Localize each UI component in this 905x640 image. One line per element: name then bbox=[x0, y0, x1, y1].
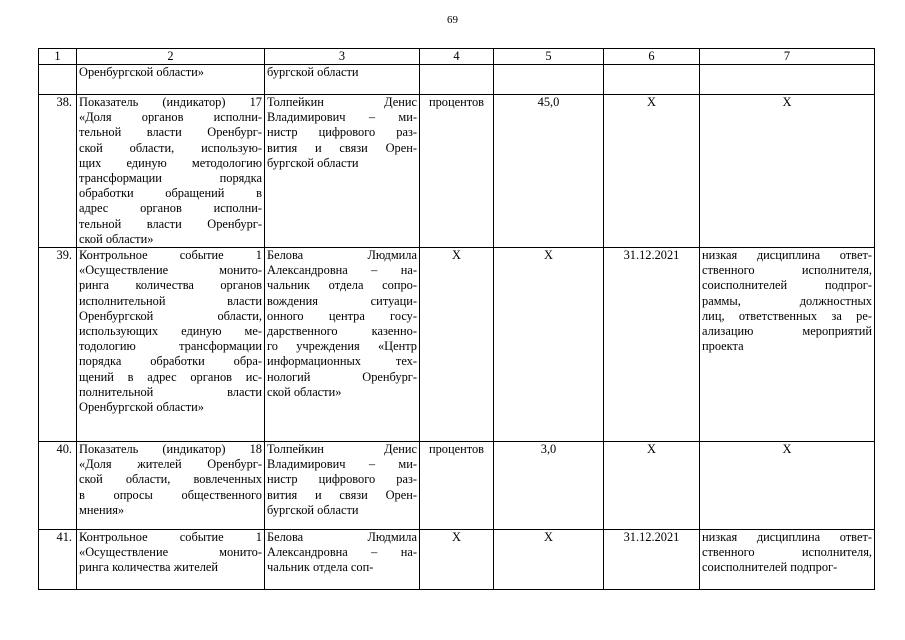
cell-text-line: проекта bbox=[702, 339, 744, 354]
cell-text-line: Оренбургской области» bbox=[79, 65, 205, 79]
cell-text-line: Оренбургской области» bbox=[79, 400, 205, 415]
cell-text-line: Толпейкин Денис bbox=[267, 95, 417, 109]
cell-text-line: ской области» bbox=[267, 384, 342, 399]
date-cell: 31.12.2021 bbox=[604, 248, 700, 442]
cell-text-line: Контрольное событие 1 bbox=[79, 248, 262, 263]
risk-cell: X bbox=[700, 95, 875, 248]
cell-text-line: дарственного казенно- bbox=[267, 324, 417, 339]
cell-text-line: информационных тех- bbox=[267, 354, 417, 369]
cell-text-line: лиц, ответственных за ре- bbox=[702, 308, 872, 323]
cell-text-line: использующих единую ме- bbox=[79, 324, 262, 339]
cell-text-line: вития и связи Орен- bbox=[267, 487, 417, 502]
cell-text-line: полнительной власти bbox=[79, 384, 262, 399]
cell-text-line: трансформации порядка bbox=[79, 171, 262, 186]
cell-text-line: Белова Людмила bbox=[267, 248, 417, 263]
cell-text-line: низкая дисциплина ответ- bbox=[702, 530, 872, 545]
cell-text-line: раммы, должностных bbox=[702, 293, 872, 308]
value-cell: 45,0 bbox=[494, 95, 604, 248]
cell-text-line: Оренбургской области, bbox=[79, 308, 262, 323]
cell-text-line: щений в адрес органов ис- bbox=[79, 369, 262, 384]
cell-text-line: Владимирович – ми- bbox=[267, 110, 417, 125]
row-number-cell: 40. bbox=[39, 442, 77, 530]
cell-text-line: исполнительной власти bbox=[79, 293, 262, 308]
responsible-cell bbox=[265, 65, 420, 95]
cell-text-line: вождения ситуаци- bbox=[267, 293, 417, 308]
date-cell: 31.12.2021 bbox=[604, 530, 700, 590]
unit-cell bbox=[420, 65, 494, 95]
header-cell: 6 bbox=[604, 49, 700, 65]
cell-text-line: бургской области bbox=[267, 155, 359, 170]
date-cell: X bbox=[604, 442, 700, 530]
cell-text-line: ской области, вовлеченных bbox=[79, 472, 262, 487]
header-cell: 3 bbox=[265, 49, 420, 65]
header-cell: 4 bbox=[420, 49, 494, 65]
date-cell: X bbox=[604, 95, 700, 248]
cell-text-line: вития и связи Орен- bbox=[267, 140, 417, 155]
cell-text-line: соисполнителей подпрог- bbox=[702, 278, 872, 293]
row-number-cell: 41. bbox=[39, 530, 77, 590]
cell-text-line: низкая дисциплина ответ- bbox=[702, 248, 872, 263]
table-row bbox=[39, 442, 875, 530]
row-number-cell bbox=[39, 65, 77, 95]
cell-text-line: ственного исполнителя, bbox=[702, 263, 872, 278]
cell-text-line: в опросы общественного bbox=[79, 487, 262, 502]
cell-text-line: тельной власти Оренбург- bbox=[79, 125, 262, 140]
cell-text-line: ринга количества органов bbox=[79, 278, 262, 293]
cell-text-line: бургской области bbox=[267, 65, 359, 79]
cell-text-line: ской области» bbox=[79, 231, 154, 246]
cell-text-line: мнения» bbox=[79, 502, 125, 517]
cell-text-line: «Осуществление монито- bbox=[79, 545, 262, 560]
cell-text-line: Показатель (индикатор) 18 bbox=[79, 442, 262, 457]
responsible-cell bbox=[265, 248, 420, 442]
cell-text-line: обработки обращений в bbox=[79, 186, 262, 201]
cell-text-line: ринга количества жителей bbox=[79, 560, 219, 575]
cell-text-line: «Осуществление монито- bbox=[79, 263, 262, 278]
indicator-cell bbox=[77, 530, 265, 590]
cell-text-line: Толпейкин Денис bbox=[267, 442, 417, 457]
cell-text-line: чальник отдела сопро- bbox=[267, 278, 417, 293]
cell-text-line: тодологию трансформации bbox=[79, 339, 262, 354]
unit-cell: X bbox=[420, 248, 494, 442]
header-cell: 5 bbox=[494, 49, 604, 65]
header-row bbox=[39, 49, 875, 65]
cell-text-line: щих единую методологию bbox=[79, 155, 262, 170]
unit-cell: процентов bbox=[420, 95, 494, 248]
row-number-cell: 39. bbox=[39, 248, 77, 442]
indicator-cell bbox=[77, 95, 265, 248]
cell-text-line: «Доля жителей Оренбург- bbox=[79, 457, 262, 472]
cell-text-line: чальник отдела соп- bbox=[267, 560, 374, 575]
cell-text-line: адрес органов исполни- bbox=[79, 201, 262, 216]
responsible-cell bbox=[265, 95, 420, 248]
value-cell: 3,0 bbox=[494, 442, 604, 530]
cell-text-line: Белова Людмила bbox=[267, 530, 417, 545]
cell-text-line: го учреждения «Центр bbox=[267, 339, 417, 354]
cell-text-line: нологий Оренбург- bbox=[267, 369, 417, 384]
unit-cell: X bbox=[420, 530, 494, 590]
value-cell bbox=[494, 65, 604, 95]
cell-text-line: Контрольное событие 1 bbox=[79, 530, 262, 545]
row-number-cell: 38. bbox=[39, 95, 77, 248]
cell-text-line: Александровна – на- bbox=[267, 545, 417, 560]
date-cell bbox=[604, 65, 700, 95]
header-cell: 7 bbox=[700, 49, 875, 65]
cell-text-line: нистр цифрового раз- bbox=[267, 472, 417, 487]
risk-cell: X bbox=[700, 442, 875, 530]
cell-text-line: Владимирович – ми- bbox=[267, 457, 417, 472]
value-cell: X bbox=[494, 248, 604, 442]
table-row bbox=[39, 95, 875, 248]
responsible-cell bbox=[265, 442, 420, 530]
unit-cell: процентов bbox=[420, 442, 494, 530]
header-cell: 1 bbox=[39, 49, 77, 65]
indicator-cell bbox=[77, 65, 265, 95]
cell-text-line: ализацию мероприятий bbox=[702, 324, 872, 339]
cell-text-line: Показатель (индикатор) 17 bbox=[79, 95, 262, 109]
cell-text-line: нистр цифрового раз- bbox=[267, 125, 417, 140]
cell-text-line: Александровна – на- bbox=[267, 263, 417, 278]
cell-text-line: бургской области bbox=[267, 502, 359, 517]
page-number: 69 bbox=[447, 14, 458, 26]
indicator-cell bbox=[77, 442, 265, 530]
header-cell: 2 bbox=[77, 49, 265, 65]
cell-text-line: соисполнителей подпрог- bbox=[702, 560, 838, 575]
risk-cell bbox=[700, 65, 875, 95]
report-table bbox=[38, 48, 875, 590]
indicator-cell bbox=[77, 248, 265, 442]
cell-text-line: «Доля органов исполни- bbox=[79, 110, 262, 125]
cell-text-line: онного центра госу- bbox=[267, 308, 417, 323]
risk-cell bbox=[700, 248, 875, 442]
cell-text-line: ской области, использую- bbox=[79, 140, 262, 155]
page-bottom-margin bbox=[0, 604, 905, 640]
table-row bbox=[39, 65, 875, 95]
cell-text-line: ственного исполнителя, bbox=[702, 545, 872, 560]
table-row bbox=[39, 530, 875, 590]
responsible-cell bbox=[265, 530, 420, 590]
risk-cell bbox=[700, 530, 875, 590]
cell-text-line: тельной власти Оренбург- bbox=[79, 216, 262, 231]
value-cell: X bbox=[494, 530, 604, 590]
table-row bbox=[39, 248, 875, 442]
cell-text-line: порядка обработки обра- bbox=[79, 354, 262, 369]
